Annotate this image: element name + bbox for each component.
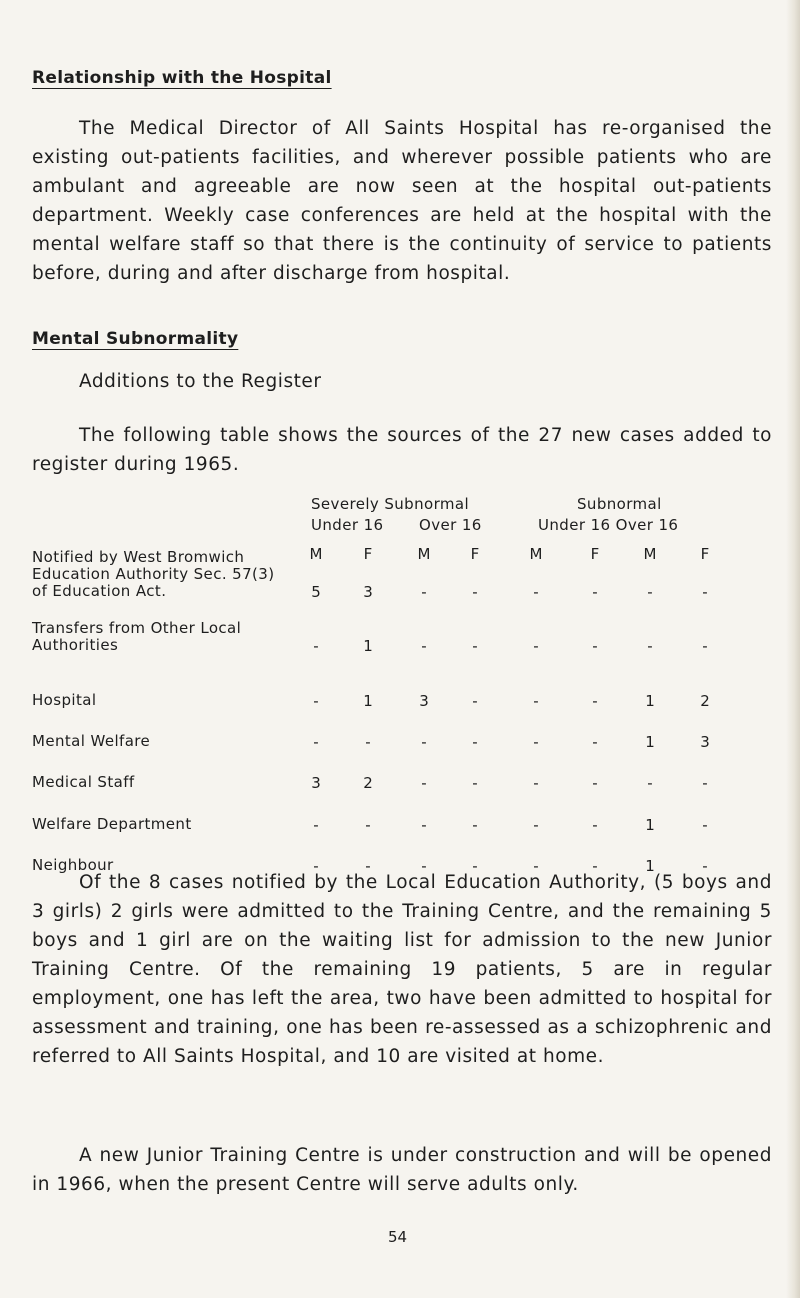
table-cell: 1 (645, 692, 655, 710)
table-cell: 3 (700, 733, 710, 751)
table-cell: - (592, 637, 598, 655)
row-label: Authorities (32, 636, 119, 654)
table-cell: - (472, 733, 478, 751)
table-cell: - (421, 583, 427, 601)
table-cell: - (533, 583, 539, 601)
row-label: Medical Staff (32, 773, 135, 791)
subheader-subnormal-ages: Under 16 Over 16 (538, 516, 679, 534)
table-cell: - (421, 857, 427, 875)
sex-header-cell: F (590, 545, 600, 563)
table-cell: - (472, 583, 478, 601)
table-cell: 1 (645, 733, 655, 751)
row-label: Hospital (32, 691, 97, 709)
table-cell: 5 (311, 583, 321, 601)
table-cell: - (365, 857, 371, 875)
table-cell: - (533, 857, 539, 875)
table-cell: 1 (645, 857, 655, 875)
table-cell: - (592, 816, 598, 834)
paragraph-training-centre-text: A new Junior Training Centre is under construction and will be opened in 1966, when the present Centre will serve adults only. (32, 1145, 772, 1195)
table-cell: - (313, 637, 319, 655)
table-cell: - (702, 816, 708, 834)
table-cell: - (421, 637, 427, 655)
table-cell: 1 (363, 637, 373, 655)
table-cell: - (533, 692, 539, 710)
sex-header-cell: M (417, 545, 431, 563)
row-label: of Education Act. (32, 582, 167, 600)
section-heading-subnormality: Mental Subnormality (32, 329, 239, 349)
row-label: Education Authority Sec. 57(3) (32, 565, 275, 583)
table-cell: - (702, 583, 708, 601)
group-header-severely-subnormal: Severely Subnormal (311, 495, 470, 513)
table-cell: 3 (419, 692, 429, 710)
row-label: Notified by West Bromwich (32, 548, 245, 566)
sex-header-cell: M (643, 545, 657, 563)
sex-header-cell: M (529, 545, 543, 563)
paragraph-hospital-text: The Medical Director of All Saints Hospital has re-organised the existing out-patients facilities, and wherever possible patients who are ambulant and agreeable are now seen at the hospital out-patients department. Weekly case conferences are held at the hospital with the mental welfare staff so that there is the continuity of service to patients before, during and after discharge from hospital. (32, 118, 772, 284)
table-cell: 1 (363, 692, 373, 710)
table-cell: - (313, 816, 319, 834)
subheader-over-16: Over 16 (419, 516, 482, 534)
table-cell: - (472, 816, 478, 834)
table-cell: 2 (363, 774, 373, 792)
table-cell: - (647, 774, 653, 792)
row-label: Welfare Department (32, 815, 192, 833)
table-cell: - (592, 692, 598, 710)
table-cell: - (313, 692, 319, 710)
table-cell: - (313, 733, 319, 751)
table-cell: - (533, 816, 539, 834)
sex-header-cell: F (700, 545, 710, 563)
table-cell: - (421, 774, 427, 792)
table-cell: - (647, 637, 653, 655)
table-cell: - (421, 816, 427, 834)
row-label: Mental Welfare (32, 732, 151, 750)
table-cell: - (472, 774, 478, 792)
table-cell: 2 (700, 692, 710, 710)
table-cell: - (592, 733, 598, 751)
table-cell: - (592, 583, 598, 601)
row-label: Transfers from Other Local (32, 619, 242, 637)
table-cell: 3 (363, 583, 373, 601)
paragraph-training-centre (32, 1141, 772, 1199)
table-cell: - (472, 857, 478, 875)
table-cell: - (533, 637, 539, 655)
table-cell: - (533, 733, 539, 751)
page-number: 54 (388, 1228, 408, 1246)
table-cell: - (421, 733, 427, 751)
table-cell: - (472, 637, 478, 655)
table-cell: - (533, 774, 539, 792)
table-cell: - (647, 583, 653, 601)
paragraph-hospital (32, 114, 772, 288)
table-cell: - (702, 637, 708, 655)
table-cell: - (592, 774, 598, 792)
table-cell: - (592, 857, 598, 875)
table-cell: - (365, 733, 371, 751)
table-cell: - (313, 857, 319, 875)
sex-header-cell: F (363, 545, 373, 563)
sex-header-cell: F (470, 545, 480, 563)
table-cell: - (365, 816, 371, 834)
paragraph-table-intro (32, 421, 772, 479)
table-cell: 3 (311, 774, 321, 792)
section-heading-hospital: Relationship with the Hospital (32, 68, 332, 88)
sex-header-cell: M (309, 545, 323, 563)
table-cell: - (702, 857, 708, 875)
table-cell: - (472, 692, 478, 710)
group-header-subnormal: Subnormal (577, 495, 662, 513)
paragraph-notified-cases-text: Of the 8 cases notified by the Local Education Authority, (5 boys and 3 girls) 2 girls were admitted to the Training Centre, and the remaining 5 boys and 1 girl are on the waiting list for admission to the new Junior Training Centre. Of the remaining 19 patients, 5 are in regular employment, one has left the area, two have been admitted to hospital for assessment and training, one has been re-assessed as a schizophrenic and referred to All Saints Hospital, and 10 are visited at home. (32, 872, 772, 1067)
page-edge-shadow (786, 0, 800, 1298)
paragraph-table-intro-text: The following table shows the sources of the 27 new cases added to register during 1965. (32, 425, 772, 475)
row-label: Neighbour (32, 856, 114, 874)
paragraph-notified-cases (32, 868, 772, 1071)
subheader-under-16: Under 16 (311, 516, 384, 534)
subheading-additions: Additions to the Register (79, 371, 322, 392)
table-cell: 1 (645, 816, 655, 834)
table-cell: - (702, 774, 708, 792)
